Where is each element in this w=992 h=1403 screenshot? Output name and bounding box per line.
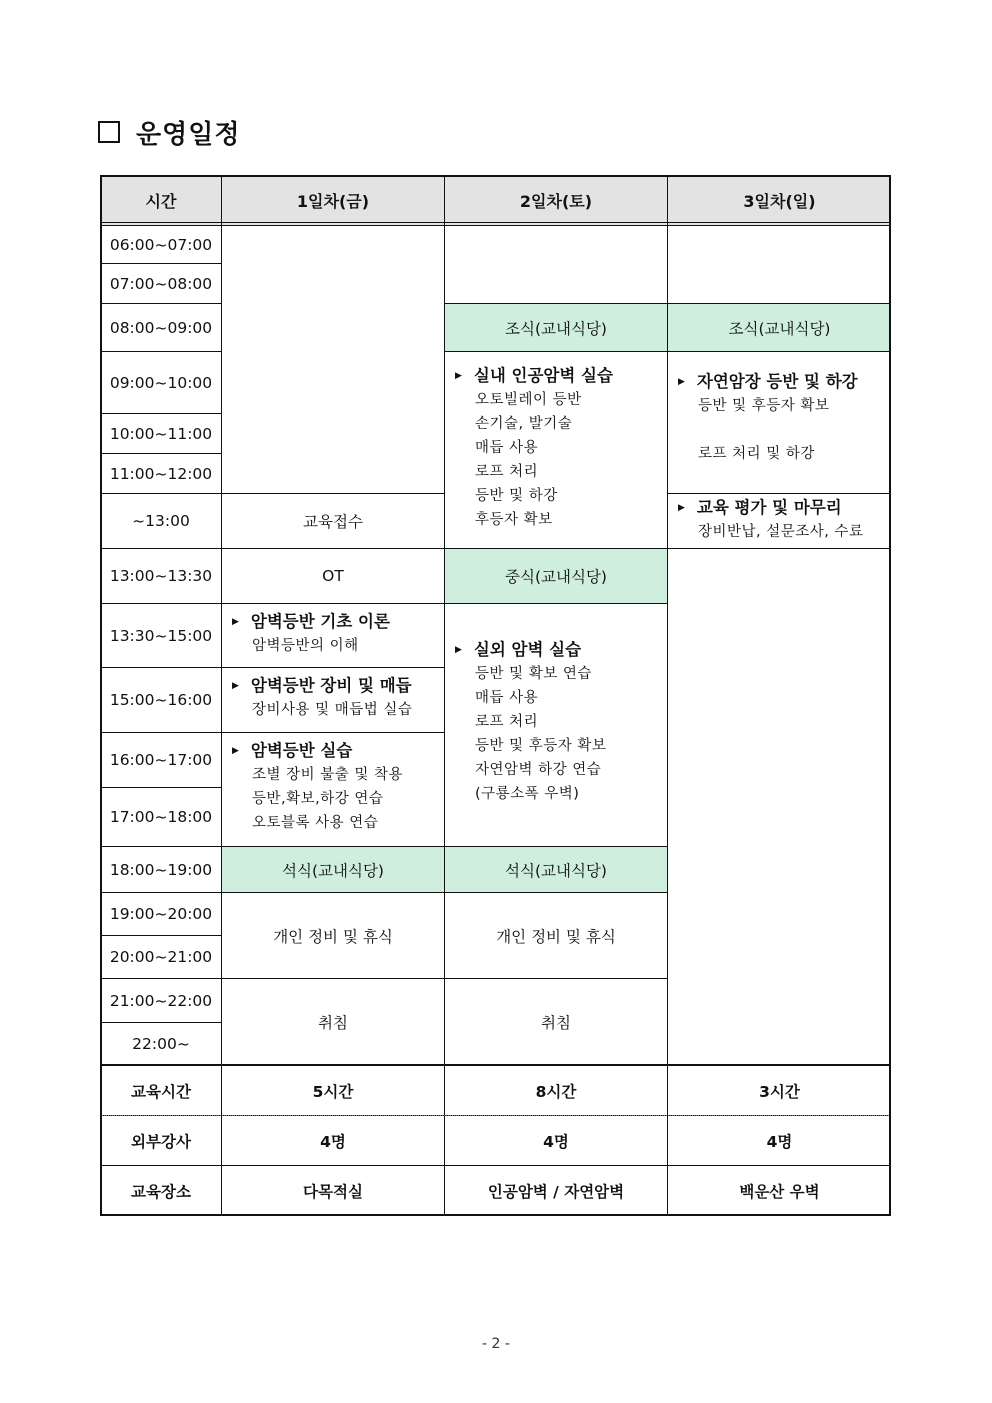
time-slot: 15:00~16:00 (100, 667, 221, 732)
page-number: - 2 - (482, 1336, 510, 1352)
bullet-triangle-icon: ▶ (232, 681, 239, 691)
time-slot: ~13:00 (100, 493, 221, 548)
bullet-triangle-icon: ▶ (455, 371, 462, 381)
day1-theory-session (221, 603, 444, 667)
session-detail: 등반 및 후등자 확보 (698, 398, 830, 414)
session-title: 암벽등반 기초 이론 (250, 612, 390, 631)
summary-value: 4명 (221, 1115, 444, 1165)
section-title-text: 운영일정 (136, 119, 241, 150)
session-detail: 오토블록 사용 연습 (252, 815, 379, 831)
day1-equipment-session (221, 667, 444, 732)
session-detail: 암벽등반의 이해 (252, 638, 359, 654)
time-slot: 17:00~18:00 (100, 787, 221, 846)
session-detail: 장비반납, 설문조사, 수료 (698, 524, 864, 540)
day1-rest: 개인 정비 및 휴식 (221, 892, 444, 978)
bullet-triangle-icon: ▶ (455, 645, 462, 655)
session-title: 암벽등반 장비 및 매듭 (250, 676, 412, 695)
session-title: 실내 인공암벽 실습 (473, 366, 613, 385)
summary-value: 8시간 (444, 1065, 667, 1115)
time-slot: 08:00~09:00 (100, 303, 221, 351)
session-title: 교육 평가 및 마무리 (696, 498, 842, 517)
time-slot: 06:00~07:00 (100, 225, 221, 263)
session-detail: 오토빌레이 등반 (475, 392, 582, 408)
session-detail: 장비사용 및 매듭법 실습 (252, 702, 413, 718)
header-day3: 3일차(일) (667, 175, 891, 225)
session-detail: (구룡소폭 우벽) (475, 786, 580, 802)
session-heading (678, 496, 881, 520)
session-heading (678, 370, 881, 394)
session-detail: 손기술, 발기술 (475, 416, 573, 432)
day3-wrapup-session (667, 493, 891, 548)
session-heading (232, 674, 434, 698)
session-detail: 자연암벽 하강 연습 (475, 762, 602, 778)
time-slot: 20:00~21:00 (100, 935, 221, 978)
day1-empty-morning (221, 225, 444, 493)
session-heading (232, 739, 434, 763)
day2-sleep: 취침 (444, 978, 667, 1065)
day3-empty-afternoon (667, 548, 891, 1065)
session-heading (455, 638, 657, 662)
checkbox-square-icon (98, 121, 120, 143)
day3-natural-session (667, 351, 891, 493)
time-slot: 13:00~13:30 (100, 548, 221, 603)
header-time: 시간 (100, 175, 221, 225)
summary-value: 다목적실 (221, 1165, 444, 1216)
time-slot: 13:30~15:00 (100, 603, 221, 667)
day1-reception: 교육접수 (221, 493, 444, 548)
summary-value: 5시간 (221, 1065, 444, 1115)
summary-value: 4명 (667, 1115, 891, 1165)
session-detail: 후등자 확보 (475, 512, 553, 528)
summary-value: 4명 (444, 1115, 667, 1165)
session-detail: 등반 및 확보 연습 (475, 666, 592, 682)
bullet-triangle-icon: ▶ (678, 377, 685, 387)
header-day1: 1일차(금) (221, 175, 444, 225)
day2-empty-morning (444, 225, 667, 303)
section-title (98, 112, 240, 152)
session-detail: 등반,확보,하강 연습 (252, 791, 384, 807)
day1-sleep: 취침 (221, 978, 444, 1065)
time-slot: 22:00~ (100, 1022, 221, 1065)
session-title: 자연암장 등반 및 하강 (696, 372, 858, 391)
session-detail: 매듭 사용 (475, 440, 539, 456)
summary-label: 교육장소 (100, 1165, 221, 1216)
summary-value: 백운산 우벽 (667, 1165, 891, 1216)
day2-dinner: 석식(교내식당) (444, 846, 667, 892)
session-detail: 로프 처리 (475, 464, 539, 480)
session-title: 암벽등반 실습 (250, 741, 353, 760)
time-slot: 19:00~20:00 (100, 892, 221, 935)
time-slot: 09:00~10:00 (100, 351, 221, 413)
day2-outdoor-session (444, 603, 667, 846)
bullet-triangle-icon: ▶ (232, 617, 239, 627)
day1-ot: OT (221, 548, 444, 603)
session-title: 실외 암벽 실습 (473, 640, 582, 659)
time-slot: 21:00~22:00 (100, 978, 221, 1022)
bullet-triangle-icon: ▶ (678, 503, 685, 513)
time-slot: 10:00~11:00 (100, 413, 221, 453)
session-detail: 등반 및 하강 (475, 488, 558, 504)
session-detail: 조별 장비 불출 및 착용 (252, 767, 403, 783)
day1-dinner: 석식(교내식당) (221, 846, 444, 892)
summary-label: 외부강사 (100, 1115, 221, 1165)
day2-indoor-session (444, 351, 667, 548)
time-slot: 18:00~19:00 (100, 846, 221, 892)
day1-practice-session (221, 732, 444, 846)
session-heading (232, 610, 434, 634)
session-detail: 로프 처리 및 하강 (698, 446, 815, 462)
session-heading (455, 364, 657, 388)
session-detail: 매듭 사용 (475, 690, 539, 706)
day3-breakfast: 조식(교내식당) (667, 303, 891, 351)
session-detail: 등반 및 후등자 확보 (475, 738, 607, 754)
day2-rest: 개인 정비 및 휴식 (444, 892, 667, 978)
session-detail: 로프 처리 (475, 714, 539, 730)
summary-value: 인공암벽 / 자연암벽 (444, 1165, 667, 1216)
header-day2: 2일차(토) (444, 175, 667, 225)
time-slot: 16:00~17:00 (100, 732, 221, 787)
day2-lunch: 중식(교내식당) (444, 548, 667, 603)
bullet-triangle-icon: ▶ (232, 746, 239, 756)
day3-empty-morning (667, 225, 891, 303)
summary-label: 교육시간 (100, 1065, 221, 1115)
time-slot: 07:00~08:00 (100, 263, 221, 303)
day2-breakfast: 조식(교내식당) (444, 303, 667, 351)
time-slot: 11:00~12:00 (100, 453, 221, 493)
summary-value: 3시간 (667, 1065, 891, 1115)
